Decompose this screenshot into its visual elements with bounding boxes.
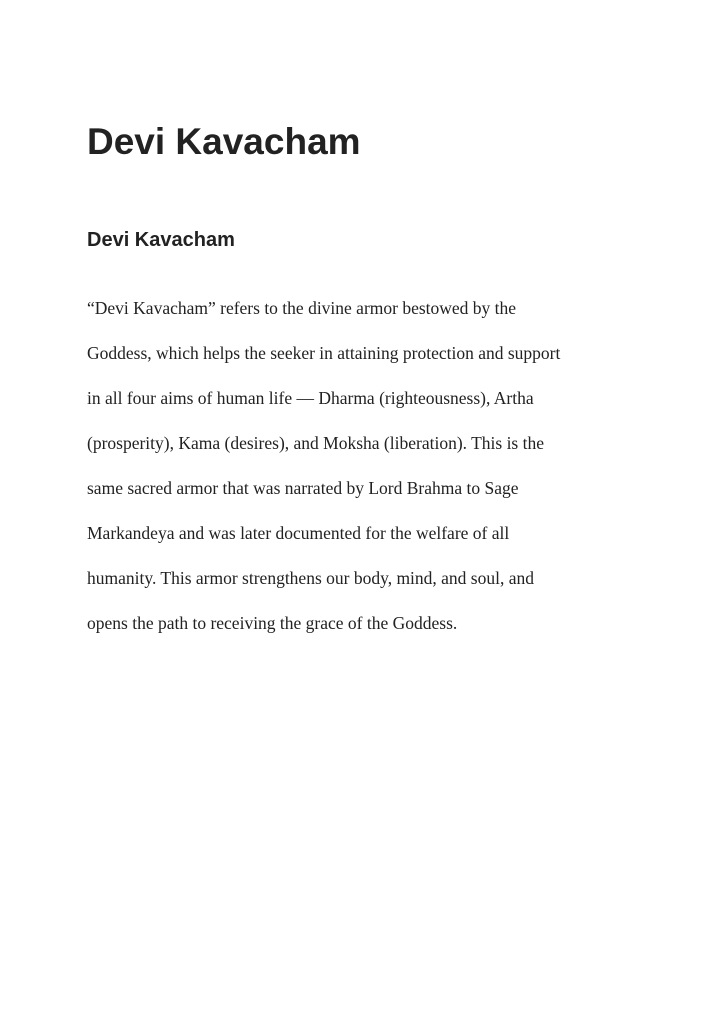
paragraph-line: in all four aims of human life — Dharma (righteousness), Artha: [87, 388, 534, 408]
paragraph-line: (prosperity), Kama (desires), and Moksha (liberation). This is the: [87, 433, 544, 453]
paragraph-line: opens the path to receiving the grace of the Goddess.: [87, 613, 458, 633]
paragraph-line: same sacred armor that was narrated by Lord Brahma to Sage: [87, 478, 519, 498]
paragraph-line: Goddess, which helps the seeker in attaining protection and support: [87, 343, 561, 363]
paragraph-line: humanity. This armor strengthens our body, mind, and soul, and: [87, 568, 535, 588]
section-heading: Devi Kavacham: [87, 229, 235, 251]
paragraph-line: “Devi Kavacham” refers to the divine armor bestowed by the: [87, 298, 517, 318]
paragraph-line: Markandeya and was later documented for the welfare of all: [87, 523, 510, 543]
body-paragraph: [87, 286, 560, 646]
page-title: Devi Kavacham: [87, 121, 361, 162]
